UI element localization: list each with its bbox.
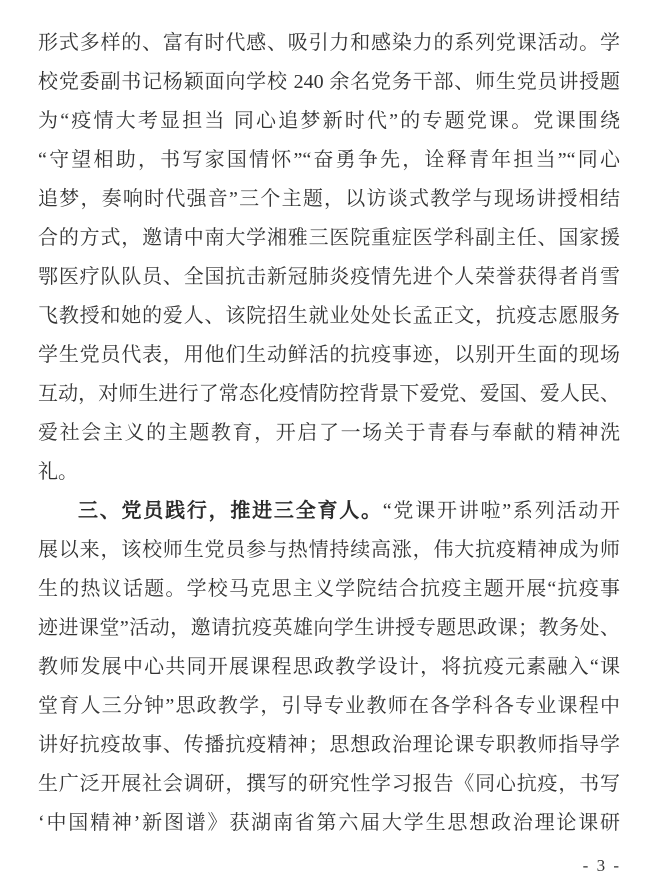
- text-line: 校党委副书记杨颖面向学校 240 余名党务干部、师生党员讲授题: [38, 71, 620, 93]
- text-line: 合的方式，邀请中南大学湘雅三医院重症医学科副主任、国家援: [38, 227, 620, 249]
- text-line: 鄂医疗队队员、全国抗击新冠肺炎疫情先进个人荣誉获得者肖雪: [38, 266, 620, 288]
- text-line: 为“疫情大考显担当 同心追梦新时代”的专题党课。党课围绕: [38, 110, 620, 132]
- text-line: 迹进课堂”活动，邀请抗疫英雄向学生讲授专题思政课；教务处、: [38, 617, 620, 639]
- text-line: 互动，对师生进行了常态化疫情防控背景下爱党、爱国、爱人民、: [38, 383, 620, 405]
- text-line: “守望相助，书写家国情怀”“奋勇争先，诠释青年担当”“同心: [38, 149, 620, 171]
- text-line: 爱社会主义的主题教育，开启了一场关于青春与奉献的精神洗: [38, 422, 620, 444]
- section-heading-follow: “党课开讲啦”系列活动开: [382, 500, 620, 522]
- text-line: [38, 492, 620, 531]
- text-line: 学生党员代表，用他们生动鲜活的抗疫事迹，以别开生面的现场: [38, 344, 620, 366]
- text-line: 教师发展中心共同开展课程思政教学设计，将抗疫元素融入“课: [38, 656, 620, 678]
- text-line: ‘中国精神’新图谱》获湖南省第六届大学生思想政治理论课研: [38, 812, 620, 834]
- text-line: 展以来，该校师生党员参与热情持续高涨，伟大抗疫精神成为师: [38, 539, 620, 561]
- text-line: 形式多样的、富有时代感、吸引力和感染力的系列党课活动。学: [38, 32, 620, 54]
- page-number: - 3 -: [582, 856, 621, 875]
- text-line: 飞教授和她的爱人、该院招生就业处处长孟正文，抗疫志愿服务: [38, 305, 620, 327]
- text-line: 礼。: [38, 461, 78, 483]
- text-line: 追梦，奏响时代强音”三个主题，以访谈式教学与现场讲授相结: [38, 188, 620, 210]
- body-text: [38, 24, 620, 843]
- text-line: 生广泛开展社会调研，撰写的研究性学习报告《同心抗疫，书写: [38, 773, 620, 795]
- section-heading: 三、党员践行，推进三全育人。: [78, 500, 383, 522]
- text-line: 堂育人三分钟”思政教学，引导专业教师在各学科各专业课程中: [38, 695, 620, 717]
- text-line: 生的热议话题。学校马克思主义学院结合抗疫主题开展“抗疫事: [38, 578, 620, 600]
- text-line: 讲好抗疫故事、传播抗疫精神；思想政治理论课专职教师指导学: [38, 734, 620, 756]
